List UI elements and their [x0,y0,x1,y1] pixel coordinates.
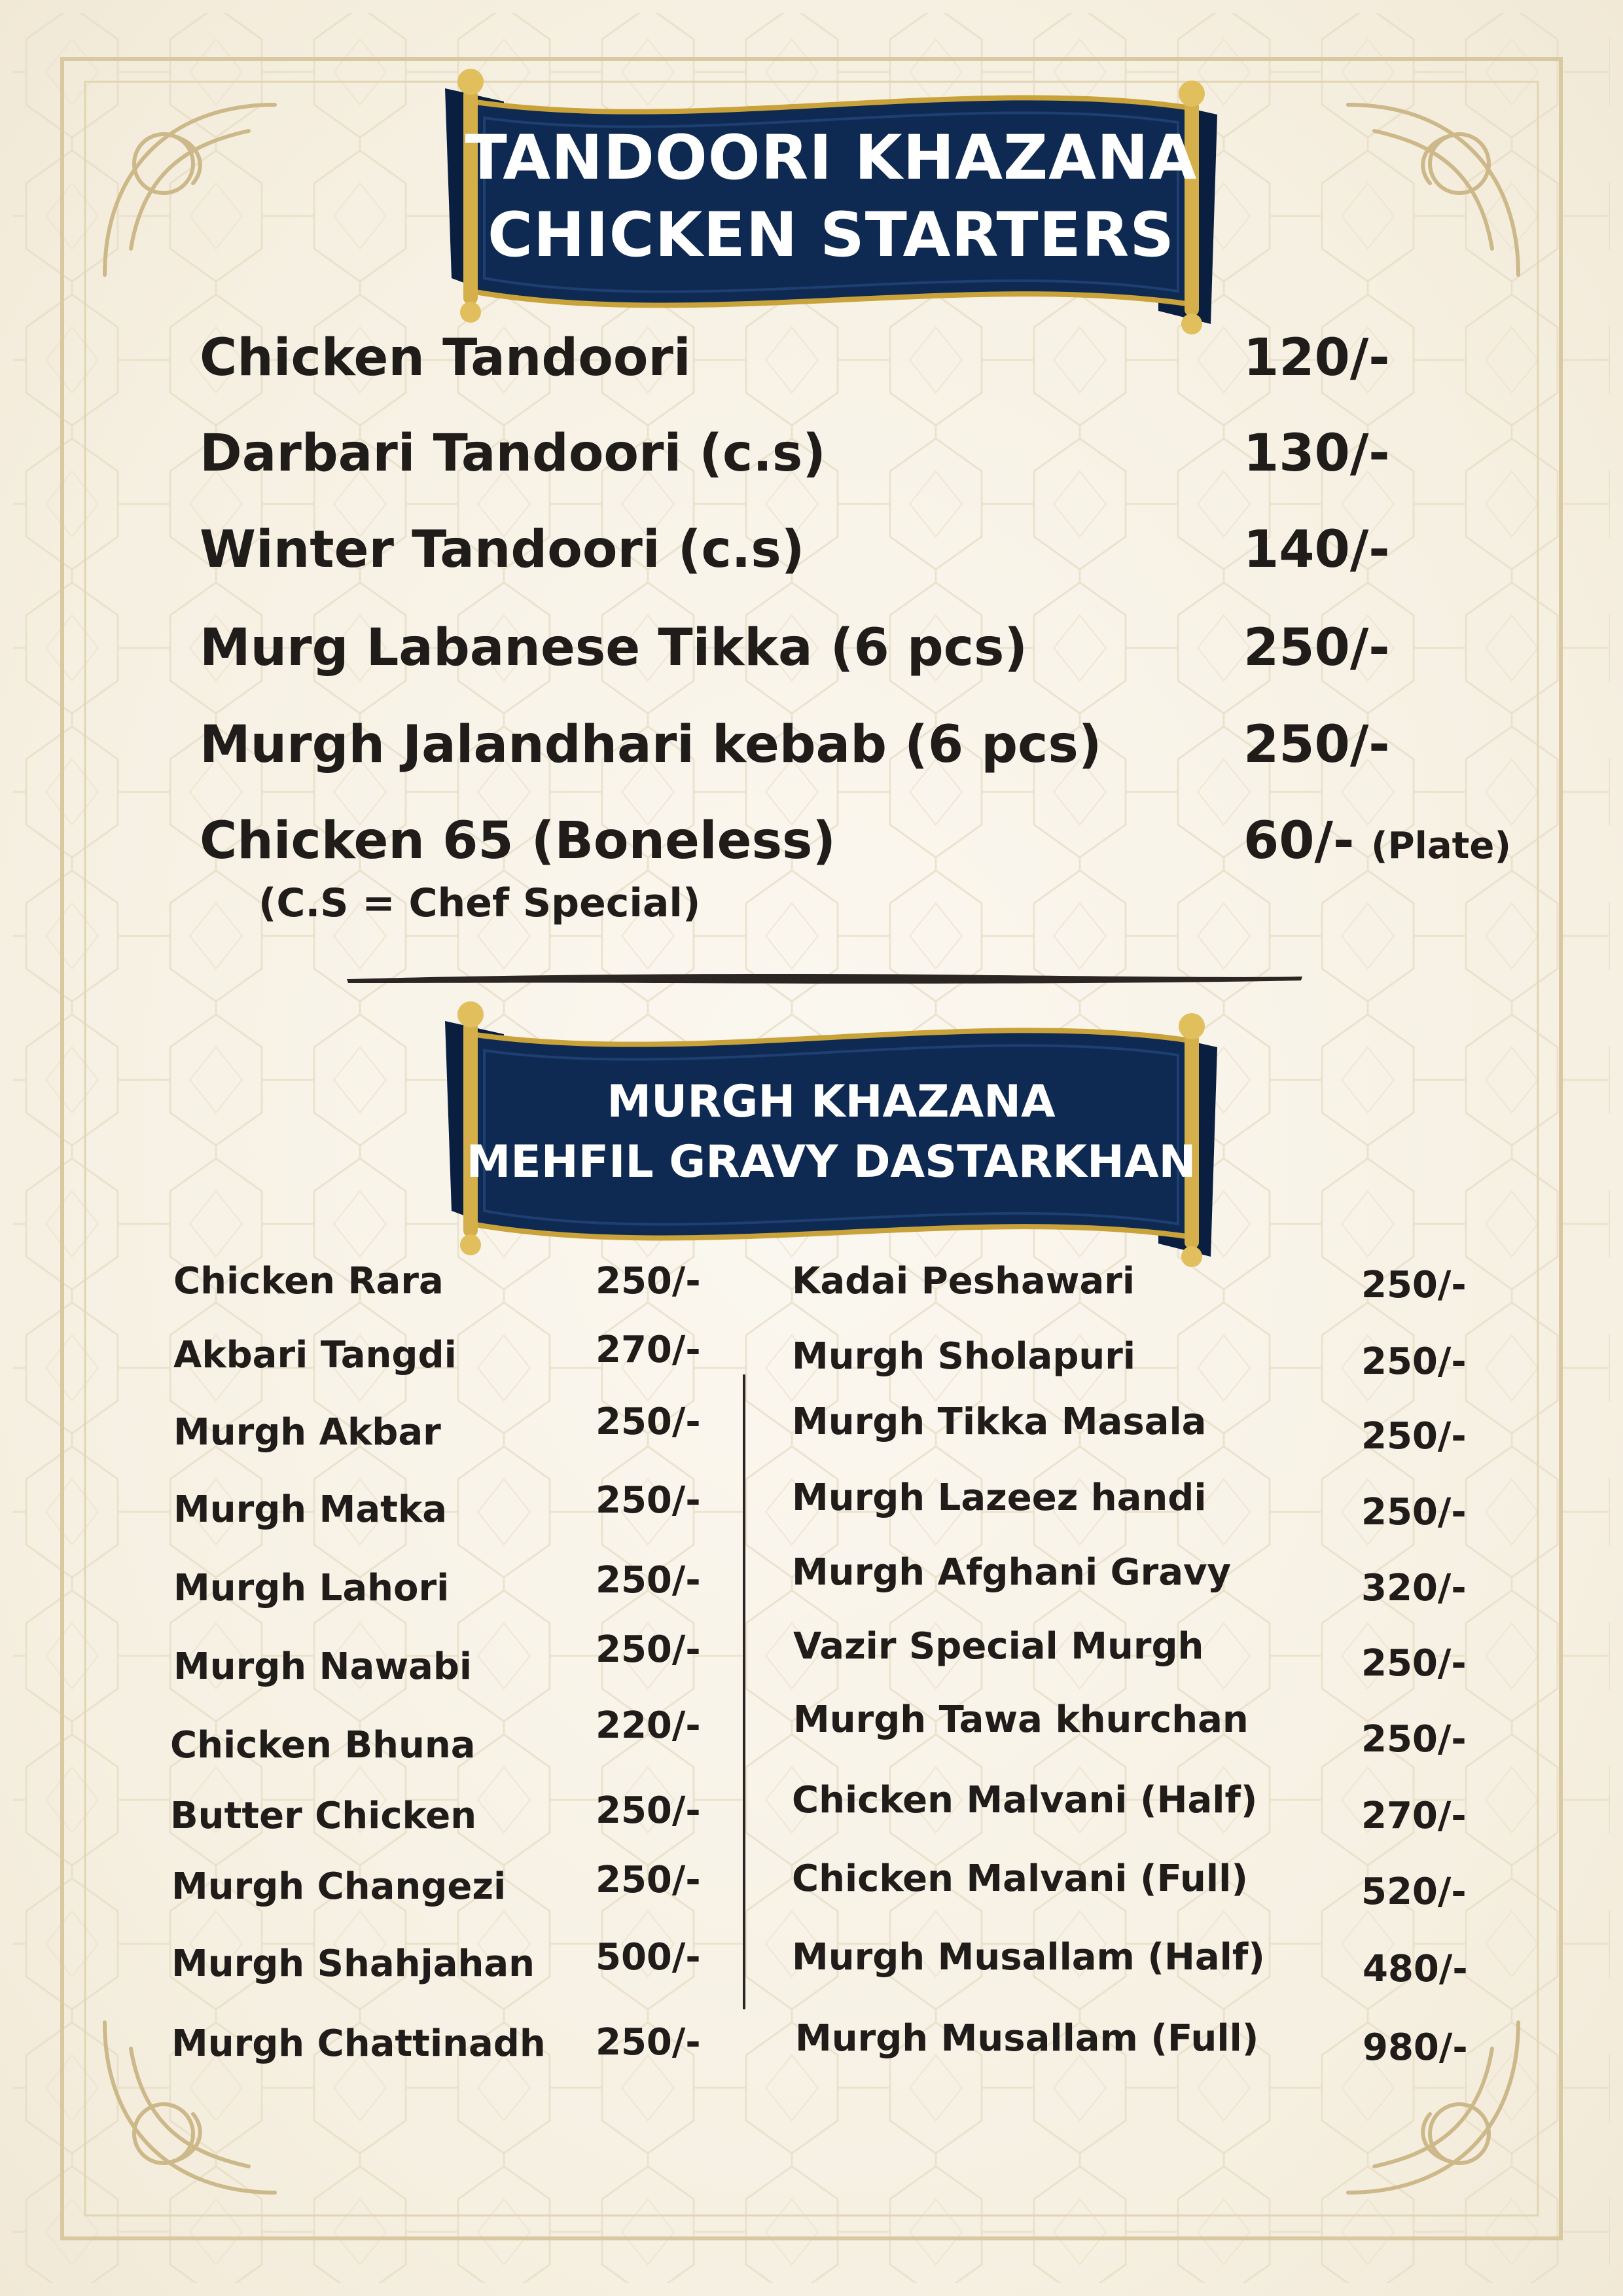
dish-price: 250/- [596,2021,701,2064]
starter-name: Murg Labanese Tikka (6 pcs) [200,619,1028,677]
banner-title-line-1: MURGH KHAZANA [607,1076,1056,1128]
starter-price: 120/- [1243,329,1390,387]
dish-price: 250/- [1361,1415,1467,1458]
dish-name: Butter Chicken [170,1795,477,1837]
starter-price: 250/- [1243,715,1390,774]
dish-name: Akbari Tangdi [173,1334,457,1376]
dish-price: 250/- [596,1559,701,1602]
starter-name: Darbari Tandoori (c.s) [200,424,826,483]
dish-price: 320/- [1361,1567,1467,1609]
starters-banner-title [432,120,1230,274]
starter-price: 130/- [1243,424,1390,483]
starter-note: (Plate) [1371,825,1511,867]
dish-name: Chicken Rara [173,1260,444,1302]
banner-title-line-2: MEHFIL GRAVY DASTARKHAN [466,1136,1196,1188]
dish-price: 270/- [596,1329,701,1371]
dish-price: 250/- [1361,1491,1467,1534]
dish-price: 250/- [1361,1718,1467,1761]
dish-name: Chicken Malvani (Full) [792,1857,1248,1900]
dish-price: 250/- [596,1789,701,1832]
dish-price: 250/- [1361,1642,1467,1685]
starter-price: 60/- [1243,812,1355,870]
dish-name: Murgh Changezi [171,1865,507,1908]
dish-name: Chicken Malvani (Half) [792,1779,1258,1821]
dish-name: Murgh Tawa khurchan [793,1698,1249,1741]
dish-name: Murgh Shahjahan [171,1943,535,1985]
dish-price: 250/- [596,1479,701,1522]
chef-special-footnote: (C.S = Chef Special) [259,880,701,926]
dish-name: Murgh Musallam (Full) [795,2017,1259,2060]
section-divider [340,969,1309,988]
starter-item [0,424,1623,483]
dish-price: 250/- [596,1401,701,1443]
dish-name: Murgh Sholapuri [792,1335,1136,1378]
gravy-banner-title [432,1072,1230,1193]
starters-banner [432,62,1230,337]
dish-name: Murgh Akbar [173,1411,441,1454]
starter-name: Chicken 65 (Boneless) [200,812,836,870]
dish-price: 520/- [1361,1871,1467,1913]
dish-name: Murgh Lahori [173,1567,450,1609]
starter-price: 140/- [1243,520,1390,579]
banner-title-line-2: CHICKEN STARTERS [488,200,1175,271]
dish-price: 250/- [1361,1264,1467,1306]
dish-price: 270/- [1361,1795,1467,1837]
starter-name: Murgh Jalandhari kebab (6 pcs) [200,715,1102,774]
starter-name: Chicken Tandoori [200,329,691,387]
dish-name: Murgh Afghani Gravy [792,1551,1232,1594]
dish-price: 250/- [596,1260,701,1302]
dish-price: 480/- [1363,1948,1468,1990]
gravy-banner [432,995,1230,1270]
dish-price: 220/- [596,1704,701,1747]
dish-name: Murgh Nawabi [173,1645,473,1688]
dish-name: Chicken Bhuna [170,1724,476,1767]
dish-price: 980/- [1363,2026,1468,2069]
dish-name: Murgh Musallam (Half) [792,1936,1265,1979]
dish-name: Murgh Lazeez handi [792,1477,1207,1519]
dish-price: 250/- [596,1628,701,1671]
banner-title-line-1: TANDOORI KHAZANA [465,122,1198,194]
dish-name: Kadai Peshawari [792,1260,1135,1302]
starter-price: 250/- [1243,619,1390,677]
dish-name: Vazir Special Murgh [793,1625,1204,1668]
starter-name: Winter Tandoori (c.s) [200,520,805,579]
starter-item [0,715,1623,774]
dish-price: 500/- [596,1936,701,1979]
starter-item [0,520,1623,579]
dish-name: Murgh Matka [173,1488,447,1531]
dish-price: 250/- [596,1859,701,1901]
dish-name: Murgh Tikka Masala [792,1401,1207,1443]
column-divider [743,1374,745,2009]
dish-price: 250/- [1361,1340,1467,1383]
dish-name: Murgh Chattinadh [171,2022,546,2065]
